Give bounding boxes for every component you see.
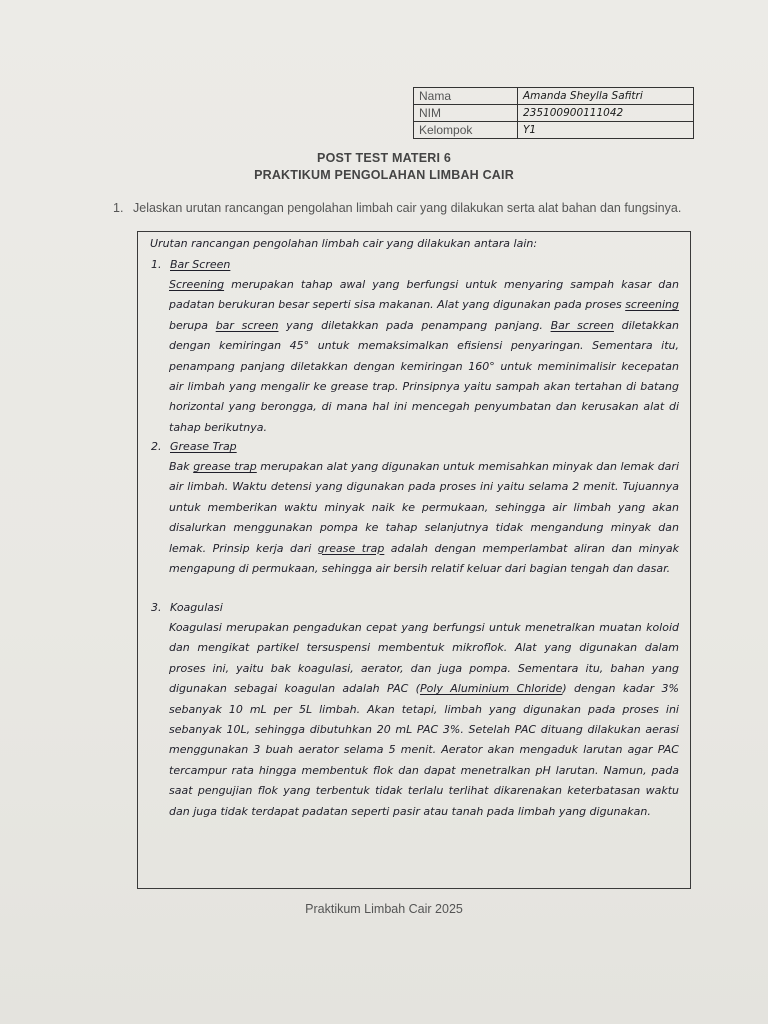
text-run: merupakan tahap awal yang berfungsi untuk menyaring sampah kasar dan padatan berukuran besar seperti sisa makanan. Alat yang digunakan pada proses bbox=[169, 278, 679, 312]
term: Bar screen bbox=[550, 318, 614, 332]
question-text: Jelaskan urutan rancangan pengolahan limbah cair yang dilakukan serta alat bahan dan fungsinya. bbox=[133, 201, 682, 215]
section-number: 2. bbox=[151, 440, 162, 453]
section-heading: Grease Trap bbox=[170, 440, 237, 453]
text-run: Bak bbox=[169, 460, 194, 473]
section-number: 1. bbox=[151, 258, 162, 271]
text-run: berupa bbox=[169, 318, 216, 332]
question-block bbox=[113, 200, 685, 217]
term: Poly Aluminium Chloride bbox=[419, 682, 563, 696]
section-number: 3. bbox=[151, 601, 162, 614]
section-heading: Bar Screen bbox=[170, 258, 231, 271]
text-run: Koagulasi merupakan pengadukan cepat yang berfungsi untuk menetralkan muatan koloid dan mengikat partikel tersuspensi membentuk mikroflok. Alat yang digunakan dalam proses ini, yaitu bak koagulasi, aerator, dan juga pompa. Sementara itu, bahan yang digunakan sebagai koagulan adalah PAC ( bbox=[169, 621, 679, 696]
identity-table bbox=[413, 87, 694, 139]
group-value: Y1 bbox=[518, 122, 694, 139]
section-paragraph-koagulasi bbox=[169, 618, 679, 822]
text-run: adalah dengan memperlambat aliran dan minyak mengapung di permukaan, sehingga air bersih relatif keluar dari bagian tengah dan dasar. bbox=[169, 541, 679, 576]
table-row bbox=[414, 88, 694, 105]
answer-box bbox=[137, 231, 691, 889]
name-value: Amanda Sheylla Safitri bbox=[518, 88, 694, 105]
text-run: ) dengan kadar 3% sebanyak 10 mL per 5L limbah. Akan tetapi, limbah yang digunakan pada proses ini sebanyak 10L, sehingga dibutuhkan 20 mL PAC 3%. Setelah PAC dituang dilakukan aerasi menggunakan 3 buah aerator selama 5 menit. Aerator akan mengaduk larutan agar PAC tercampur rata hingga membentuk flok dan dapat menetralkan pH larutan. Namun, pada saat pengujian flok yang terbentuk tidak terlalu terlihat dikarenakan keterbatasan waktu dan juga tidak terdapat padatan seperti pasir atau tanah pada limbah yang digunakan. bbox=[169, 682, 679, 818]
term: grease trap bbox=[193, 460, 257, 473]
group-label: Kelompok bbox=[414, 122, 518, 139]
text-run: yang diletakkan pada penampang panjang. bbox=[278, 318, 551, 332]
page-title: POST TEST MATERI 6 bbox=[317, 151, 451, 165]
term: bar screen bbox=[215, 318, 279, 332]
section-title-koagulasi bbox=[151, 598, 223, 618]
text-run: merupakan alat yang digunakan untuk memisahkan minyak dan lemak dari air limbah. Waktu detensi yang digunakan pada proses ini yaitu selama 2 menit. Tujuannya untuk memberikan waktu minyak naik ke permukaan, sehingga air limbah yang akan disalurkan menggunakan pompa ke tahap selanjutnya tidak mengandung minyak dan lemak. Prinsip kerja dari bbox=[169, 460, 679, 555]
section-title-bar-screen bbox=[151, 255, 230, 275]
table-row bbox=[414, 122, 694, 139]
term: grease trap bbox=[317, 541, 385, 555]
section-paragraph-grease-trap bbox=[169, 457, 679, 579]
table-row bbox=[414, 105, 694, 122]
term: screening bbox=[625, 298, 680, 312]
section-title-grease-trap bbox=[151, 437, 237, 457]
name-label: Nama bbox=[414, 88, 518, 105]
nim-label: NIM bbox=[414, 105, 518, 122]
page-subtitle: PRAKTIKUM PENGOLAHAN LIMBAH CAIR bbox=[254, 168, 514, 182]
section-paragraph-bar-screen bbox=[169, 275, 679, 438]
text-run: diletakkan dengan kemiringan 45° untuk memaksimalkan efisiensi penyaringan. Sementara itu, penampang panjang diletakkan dengan kemiringan 160° untuk meminimalisir kecepatan air limbah yang mengalir ke grease trap. Prinsipnya yaitu sampah akan tertahan di batang horizontal yang berongga, di mana hal ini mencegah penyumbatan dan kerusakan alat di tahap berikutnya. bbox=[169, 318, 680, 434]
section-heading: Koagulasi bbox=[170, 601, 223, 614]
term: Screening bbox=[169, 278, 225, 291]
question-number: 1. bbox=[113, 201, 124, 215]
page-footer: Praktikum Limbah Cair 2025 bbox=[305, 902, 463, 916]
nim-value: 235100900111042 bbox=[518, 105, 694, 122]
answer-intro: Urutan rancangan pengolahan limbah cair yang dilakukan antara lain: bbox=[150, 237, 538, 250]
